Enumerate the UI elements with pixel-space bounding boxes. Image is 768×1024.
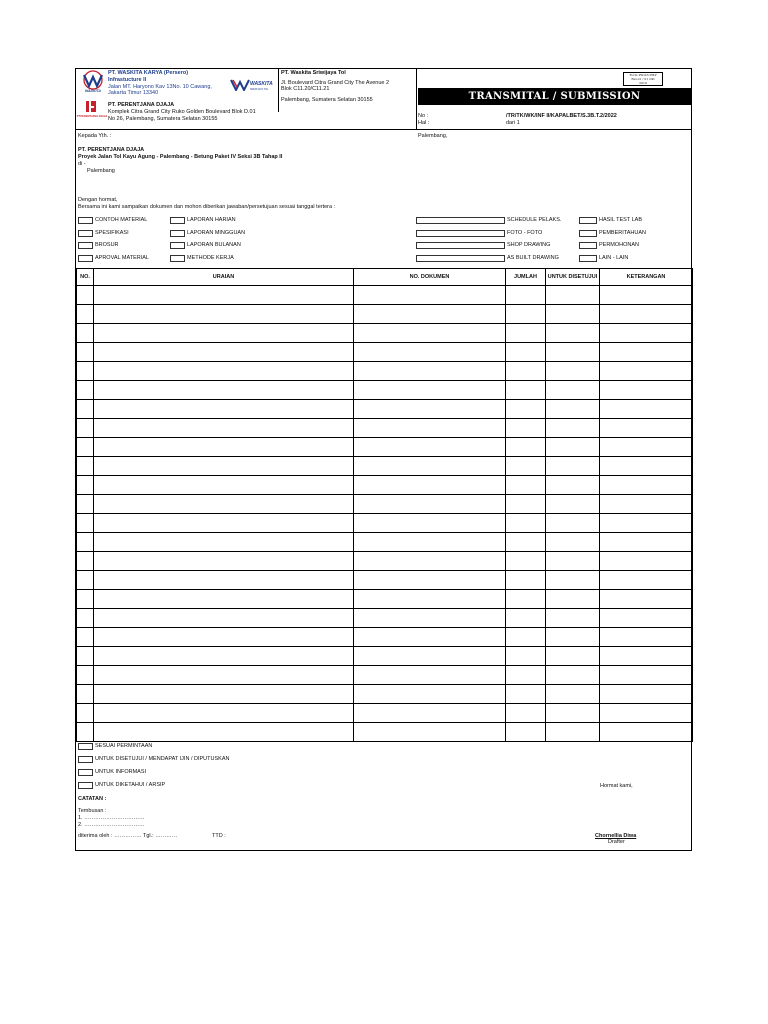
table-cell[interactable] xyxy=(77,666,94,685)
table-cell[interactable] xyxy=(354,685,506,704)
table-cell[interactable] xyxy=(77,514,94,533)
table-cell[interactable] xyxy=(506,419,546,438)
checkbox[interactable] xyxy=(78,255,93,262)
table-row xyxy=(77,533,693,552)
table-row xyxy=(77,495,693,514)
ttd-label: TTD : xyxy=(212,833,226,839)
table-cell[interactable] xyxy=(600,590,693,609)
table-cell[interactable] xyxy=(506,552,546,571)
company1-address2: Jakarta Timur 13340 xyxy=(108,90,159,96)
table-cell[interactable] xyxy=(354,362,506,381)
company3-name: PT. Waskita Sriwijaya Tol xyxy=(281,70,346,76)
city-date: Palembang, xyxy=(418,133,448,139)
form-code-line: 2019 xyxy=(639,81,647,85)
table-cell[interactable] xyxy=(94,286,354,305)
table-row xyxy=(77,666,693,685)
table-cell[interactable] xyxy=(354,343,506,362)
perentjana-emblem-icon xyxy=(86,101,96,112)
table-row xyxy=(77,609,693,628)
table-cell[interactable] xyxy=(94,438,354,457)
table-cell[interactable] xyxy=(600,723,693,742)
purpose-option-label: UNTUK DISETUJUI / MENDAPAT IJIN / DIPUTUSKAN xyxy=(95,755,230,762)
table-cell[interactable] xyxy=(546,400,600,419)
table-cell[interactable] xyxy=(94,476,354,495)
di-label: di - xyxy=(78,161,86,167)
table-cell[interactable] xyxy=(94,552,354,571)
table-cell[interactable] xyxy=(600,514,693,533)
table-cell[interactable] xyxy=(546,609,600,628)
table-cell[interactable] xyxy=(506,324,546,343)
checkbox[interactable] xyxy=(78,756,93,763)
items-table xyxy=(76,268,693,742)
table-cell[interactable] xyxy=(77,704,94,723)
table-cell[interactable] xyxy=(94,571,354,590)
table-row xyxy=(77,324,693,343)
table-cell[interactable] xyxy=(506,590,546,609)
table-cell[interactable] xyxy=(546,362,600,381)
table-cell[interactable] xyxy=(546,723,600,742)
checkbox-label: AS BUILT DRAWING xyxy=(507,254,559,261)
table-cell[interactable] xyxy=(354,571,506,590)
company1-name: PT. WASKITA KARYA (Persero) xyxy=(108,70,189,76)
table-cell[interactable] xyxy=(506,362,546,381)
table-cell[interactable] xyxy=(546,533,600,552)
company2-address2: No 26, Palembang, Sumatera Selatan 30155 xyxy=(108,116,218,122)
checkbox-label: LAPORAN HARIAN xyxy=(187,216,236,223)
purpose-option-label: UNTUK INFORMASI xyxy=(95,768,147,775)
table-cell[interactable] xyxy=(94,457,354,476)
table-cell[interactable] xyxy=(77,590,94,609)
table-cell[interactable] xyxy=(546,381,600,400)
table-cell[interactable] xyxy=(600,343,693,362)
checkbox-label: SCHEDULE PELAKS. xyxy=(507,216,562,223)
table-row xyxy=(77,286,693,305)
table-cell[interactable] xyxy=(600,400,693,419)
checkbox[interactable] xyxy=(78,743,93,750)
table-cell[interactable] xyxy=(354,666,506,685)
table-cell[interactable] xyxy=(77,286,94,305)
table-cell[interactable] xyxy=(354,324,506,343)
checkbox[interactable] xyxy=(170,217,185,224)
table-cell[interactable] xyxy=(546,647,600,666)
table-cell[interactable] xyxy=(600,381,693,400)
checkbox[interactable] xyxy=(170,230,185,237)
table-cell[interactable] xyxy=(546,457,600,476)
table-cell[interactable] xyxy=(546,324,600,343)
table-cell[interactable] xyxy=(77,362,94,381)
waskita-sriwijaya-logo xyxy=(230,78,276,96)
checkbox[interactable] xyxy=(170,255,185,262)
checkbox-label: SPESIFIKASI xyxy=(95,229,129,236)
table-cell[interactable] xyxy=(600,286,693,305)
table-cell[interactable] xyxy=(546,438,600,457)
table-cell[interactable] xyxy=(94,362,354,381)
table-cell[interactable] xyxy=(354,476,506,495)
table-cell[interactable] xyxy=(94,628,354,647)
checkbox-label: BROSUR xyxy=(95,241,119,248)
table-cell[interactable] xyxy=(600,419,693,438)
table-cell[interactable] xyxy=(546,552,600,571)
header-bottom-line xyxy=(75,129,692,130)
table-cell[interactable] xyxy=(77,552,94,571)
table-cell[interactable] xyxy=(546,704,600,723)
table-cell[interactable] xyxy=(354,628,506,647)
checkbox[interactable] xyxy=(78,217,93,224)
company2-address1: Komplek Citra Grand City Ruko Golden Boulevard Blok D.01 xyxy=(108,109,256,115)
table-cell[interactable] xyxy=(77,495,94,514)
table-cell[interactable] xyxy=(600,571,693,590)
signer-name: Chornellia Diwa xyxy=(595,833,637,839)
table-cell[interactable] xyxy=(506,628,546,647)
table-row xyxy=(77,419,693,438)
table-cell[interactable] xyxy=(506,343,546,362)
table-cell[interactable] xyxy=(600,324,693,343)
table-cell[interactable] xyxy=(354,457,506,476)
company3-address2: Blok C11.20/C11.21 xyxy=(281,86,330,92)
table-cell[interactable] xyxy=(94,590,354,609)
table-row xyxy=(77,438,693,457)
hal-label: Hal : xyxy=(418,120,430,126)
table-cell[interactable] xyxy=(506,495,546,514)
checkbox-label: APROVAL MATERIAL xyxy=(95,254,149,261)
table-cell[interactable] xyxy=(77,438,94,457)
table-row xyxy=(77,476,693,495)
table-cell[interactable] xyxy=(77,419,94,438)
header-divider xyxy=(278,68,279,112)
table-row xyxy=(77,400,693,419)
recipient-location: Palembang xyxy=(87,168,115,174)
purpose-option-label: SESUAI PERMINTAAN xyxy=(95,742,153,749)
table-cell[interactable] xyxy=(506,400,546,419)
table-cell[interactable] xyxy=(600,362,693,381)
table-cell[interactable] xyxy=(506,381,546,400)
table-cell[interactable] xyxy=(506,533,546,552)
table-cell[interactable] xyxy=(506,514,546,533)
table-row xyxy=(77,362,693,381)
table-cell[interactable] xyxy=(546,495,600,514)
sriwijaya-logo-subtext: SRIWIJAYA TOL xyxy=(250,88,269,91)
form-code-line: Form PW-K3-TMP xyxy=(629,73,657,77)
table-cell[interactable] xyxy=(94,343,354,362)
checkbox[interactable] xyxy=(416,242,505,249)
table-cell[interactable] xyxy=(600,609,693,628)
checkbox-label: LAIN - LAIN xyxy=(599,254,629,261)
header-divider-right xyxy=(416,68,417,129)
table-cell[interactable] xyxy=(600,685,693,704)
table-cell[interactable] xyxy=(506,609,546,628)
table-cell[interactable] xyxy=(77,647,94,666)
no-value: /TR/TK/WK/INF II/KAPALBET/S.3B.T.2/2022 xyxy=(506,113,617,119)
table-cell[interactable] xyxy=(77,324,94,343)
checkbox-label: LAPORAN BULANAN xyxy=(187,241,241,248)
table-cell[interactable] xyxy=(506,286,546,305)
checkbox-label: METHODE KERJA xyxy=(187,254,234,261)
col-header-untuk-disetujui: UNTUK DISETUJUI xyxy=(546,269,600,286)
table-row xyxy=(77,590,693,609)
table-cell[interactable] xyxy=(77,343,94,362)
table-cell[interactable] xyxy=(600,628,693,647)
purpose-option-label: UNTUK DIKETAHUI / ARSIP xyxy=(95,781,166,788)
company2-name: PT. PERENTJANA DJAJA xyxy=(108,102,175,108)
table-cell[interactable] xyxy=(94,324,354,343)
table-cell[interactable] xyxy=(600,495,693,514)
checkbox-label: HASIL TEST LAB xyxy=(599,216,643,223)
table-cell[interactable] xyxy=(354,419,506,438)
table-cell[interactable] xyxy=(546,419,600,438)
table-cell[interactable] xyxy=(600,666,693,685)
table-cell[interactable] xyxy=(354,647,506,666)
table-cell[interactable] xyxy=(600,704,693,723)
table-cell[interactable] xyxy=(94,305,354,324)
form-code-line: Rev.01 / 01 Okt xyxy=(631,77,655,81)
sriwijaya-logo-text: WASKITA xyxy=(250,81,273,87)
tembusan-label: Tembusan : xyxy=(78,808,107,814)
cc-line-2: 2. …………………………… xyxy=(78,822,145,828)
table-cell[interactable] xyxy=(77,723,94,742)
table-cell[interactable] xyxy=(77,571,94,590)
checkbox[interactable] xyxy=(579,255,597,262)
hormat-kami: Hormat kami, xyxy=(600,783,633,789)
table-row xyxy=(77,685,693,704)
col-header-uraian: URAIAN xyxy=(94,269,354,286)
company1-address1: Jalan MT. Haryono Kav 13No. 10 Cawang, xyxy=(108,84,212,90)
table-cell[interactable] xyxy=(506,704,546,723)
table-cell[interactable] xyxy=(546,286,600,305)
perentjana-logo-caption: PT.PERENTJANA DJAJA xyxy=(76,115,108,118)
table-cell[interactable] xyxy=(77,305,94,324)
table-cell[interactable] xyxy=(506,685,546,704)
checkbox-label: PERMOHONAN xyxy=(599,241,640,248)
table-cell[interactable] xyxy=(77,609,94,628)
table-cell[interactable] xyxy=(94,666,354,685)
table-cell[interactable] xyxy=(546,590,600,609)
waskita-karya-logo xyxy=(80,70,106,94)
table-cell[interactable] xyxy=(354,533,506,552)
greeting: Dengan hormat, xyxy=(78,197,118,203)
table-cell[interactable] xyxy=(354,286,506,305)
table-cell[interactable] xyxy=(546,628,600,647)
checkbox[interactable] xyxy=(579,217,597,224)
table-row xyxy=(77,381,693,400)
table-cell[interactable] xyxy=(600,647,693,666)
table-cell[interactable] xyxy=(506,647,546,666)
table-row xyxy=(77,571,693,590)
company1-division: Infrastucture II xyxy=(108,77,147,83)
no-label: No : xyxy=(418,113,429,119)
table-cell[interactable] xyxy=(77,685,94,704)
table-cell[interactable] xyxy=(94,533,354,552)
table-cell[interactable] xyxy=(600,533,693,552)
catatan-label: CATATAN : xyxy=(78,796,107,802)
table-row xyxy=(77,552,693,571)
table-cell[interactable] xyxy=(94,685,354,704)
checkbox-label: LAPORAN MINGGUAN xyxy=(187,229,246,236)
table-cell[interactable] xyxy=(546,571,600,590)
checkbox-label: PEMBERITAHUAN xyxy=(599,229,646,236)
table-row xyxy=(77,457,693,476)
table-cell[interactable] xyxy=(77,457,94,476)
table-cell[interactable] xyxy=(600,457,693,476)
recipient-name: PT. PERENTJANA DJAJA xyxy=(78,147,145,153)
table-row xyxy=(77,628,693,647)
checkbox[interactable] xyxy=(579,242,597,249)
table-cell[interactable] xyxy=(94,514,354,533)
table-cell[interactable] xyxy=(546,685,600,704)
document-title: TRANSMITAL / SUBMISSION xyxy=(418,88,691,105)
table-cell[interactable] xyxy=(94,400,354,419)
form-code-box xyxy=(623,72,663,86)
table-cell[interactable] xyxy=(77,628,94,647)
col-header-keterangan: KETERANGAN xyxy=(600,269,693,286)
table-row xyxy=(77,704,693,723)
table-cell[interactable] xyxy=(506,438,546,457)
table-cell[interactable] xyxy=(94,609,354,628)
table-cell[interactable] xyxy=(354,704,506,723)
table-cell[interactable] xyxy=(77,400,94,419)
table-cell[interactable] xyxy=(94,723,354,742)
col-header-no: NO. xyxy=(77,269,94,286)
checkbox[interactable] xyxy=(170,242,185,249)
company3-address1: Jl. Boulevard Citra Grand City The Avenue 2 xyxy=(281,80,390,86)
table-cell[interactable] xyxy=(77,476,94,495)
table-cell[interactable] xyxy=(506,723,546,742)
table-cell[interactable] xyxy=(354,514,506,533)
checkbox[interactable] xyxy=(78,242,93,249)
table-cell[interactable] xyxy=(546,514,600,533)
table-cell[interactable] xyxy=(506,305,546,324)
table-cell[interactable] xyxy=(94,495,354,514)
table-row xyxy=(77,514,693,533)
table-cell[interactable] xyxy=(506,476,546,495)
table-cell[interactable] xyxy=(600,305,693,324)
table-cell[interactable] xyxy=(354,723,506,742)
table-cell[interactable] xyxy=(354,381,506,400)
table-cell[interactable] xyxy=(77,533,94,552)
table-cell[interactable] xyxy=(354,438,506,457)
table-cell[interactable] xyxy=(546,476,600,495)
table-cell[interactable] xyxy=(354,552,506,571)
table-cell[interactable] xyxy=(546,305,600,324)
table-cell[interactable] xyxy=(600,438,693,457)
checkbox[interactable] xyxy=(78,782,93,789)
hal-value: dari 1 xyxy=(506,120,520,126)
table-cell[interactable] xyxy=(354,400,506,419)
table-cell[interactable] xyxy=(94,381,354,400)
checkbox-label: CONTOH MATERIAL xyxy=(95,216,148,223)
table-cell[interactable] xyxy=(94,704,354,723)
checkbox[interactable] xyxy=(579,230,597,237)
table-cell[interactable] xyxy=(600,476,693,495)
signer-title: Drafter xyxy=(608,839,625,845)
table-row xyxy=(77,723,693,742)
table-row xyxy=(77,647,693,666)
table-cell[interactable] xyxy=(506,457,546,476)
checkbox-label: FOTO - FOTO xyxy=(507,229,543,236)
table-cell[interactable] xyxy=(354,495,506,514)
col-header-no-dokumen: NO. DOKUMEN xyxy=(354,269,506,286)
table-cell[interactable] xyxy=(354,590,506,609)
intro-text: Bersama ini kami sampaikan dokumen dan mohon diberikan jawaban/persetujuan sesuai tanggal tertera : xyxy=(78,204,336,210)
table-cell[interactable] xyxy=(94,647,354,666)
table-cell[interactable] xyxy=(354,609,506,628)
cc-line-1: 1. …………………………… xyxy=(78,815,145,821)
table-row xyxy=(77,305,693,324)
checkbox[interactable] xyxy=(416,230,505,237)
table-cell[interactable] xyxy=(354,305,506,324)
table-cell[interactable] xyxy=(506,571,546,590)
checkbox-label: SHOP DRAWING xyxy=(507,241,551,248)
table-cell[interactable] xyxy=(94,419,354,438)
perentjana-logo xyxy=(76,101,108,121)
kepada-label: Kepada Yth. : xyxy=(78,133,112,139)
checkbox[interactable] xyxy=(416,255,505,262)
checkbox[interactable] xyxy=(416,217,505,224)
table-cell[interactable] xyxy=(546,666,600,685)
company3-address3: Palembang, Sumatera Selatan 30155 xyxy=(281,97,373,103)
checkbox[interactable] xyxy=(78,769,93,776)
table-cell[interactable] xyxy=(546,343,600,362)
project-name: Proyek Jalan Tol Kayu Agung - Palembang - Betung Paket IV Seksi 3B Tahap II xyxy=(78,154,283,160)
table-cell[interactable] xyxy=(506,666,546,685)
col-header-jumlah: JUMLAH xyxy=(506,269,546,286)
table-row xyxy=(77,343,693,362)
table-cell[interactable] xyxy=(600,552,693,571)
table-cell[interactable] xyxy=(77,381,94,400)
received-by: diterima oleh : …………… Tgl.: ………… xyxy=(78,833,178,839)
waskita-logo-text: WASKITA xyxy=(85,89,101,93)
checkbox[interactable] xyxy=(78,230,93,237)
